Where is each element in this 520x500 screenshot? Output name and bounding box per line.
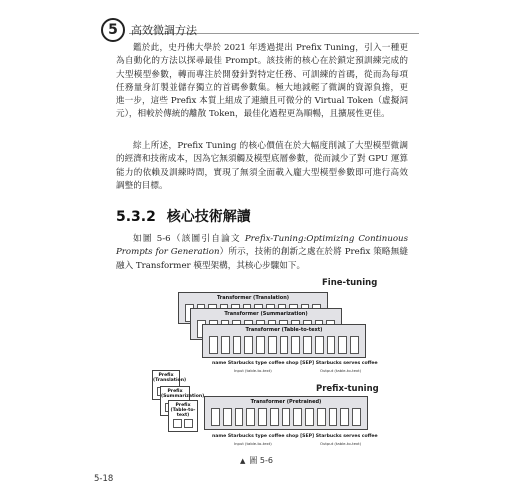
prefix-summarization-label: Prefix (Summarization) [161,389,205,399]
transformer-pretrained-box [204,396,368,430]
fine-tuning-title: Fine-tuning [322,278,378,288]
paragraph-1-text: 鑑於此，史丹佛大學於 2021 年透過提出 Prefix Tuning，引入一種更為自動化的方法以探尋最佳 Prompt。該技術的核心在於鎖定預訓練完成的大型模型參數，轉而專注於開發針對特定任務、可訓練的首碼，從而為每項任務量身訂製並儲存獨立的首碼參數集。極大地減輕了微調的資源負擔，更進一步，這些 Prefix 本質上組成了連續且可微分的 Virtual Token（虛擬詞元），相較於傳統的離散 Token，最佳化過程更為順暢，且擴展性更佳。 [116,43,408,120]
paragraph-3 [116,233,408,273]
transformer-pretrained-label: Transformer (Pretrained) [250,399,322,405]
paragraph-3-text [116,233,408,273]
transformer-table-to-text-box [202,324,366,358]
fine-tuning-output-label: Output (table-to-text) [320,368,362,373]
section-title-text: 核心技術解讀 [166,209,251,225]
prefix-tuning-output-label: Output (table-to-text) [320,441,362,446]
section-heading [116,206,251,226]
fine-tuning-tokens: name Starbucks type coffee shop [SEP] Starbucks serves coffee [212,361,378,366]
prefix-tuning-tokens: name Starbucks type coffee shop [SEP] Starbucks serves coffee [212,434,378,439]
chapter-title: 高效微調方法 [131,24,197,37]
chapter-header [101,18,421,44]
token-cells [209,336,359,354]
caption-triangle-icon: ▲ [240,457,246,465]
figure-caption [240,455,273,466]
prefix-table-to-text-box [168,400,198,432]
fine-tuning-input-label: Input (table-to-text) [234,368,272,373]
prefix-tuning-input-label: Input (table-to-text) [234,441,272,446]
paragraph-1 [116,42,408,122]
prefix-tuning-title: Prefix-tuning [316,384,379,394]
transformer-translation-label: Transformer (Translation) [216,295,290,301]
paragraph-3-prefix: 如圖 5-6（該圖引自論文 [133,234,241,244]
paragraph-3-suffix: ）所示，技術的創新之處在於將 Prefix 策略無縫融入 Transformer 模型架構，其核心步驟如下。 [116,247,408,271]
paragraph-2 [116,140,408,193]
transformer-table-to-text-label: Transformer (Table-to-text) [245,327,323,333]
chapter-number-badge: 5 [101,18,125,42]
figure-5-6 [150,278,390,450]
paper-title: Prefix-Tuning:Optimizing Continuous Prompts for Generation [116,234,408,258]
token-cells [211,408,361,426]
section-number: 5.3.2 [116,209,156,225]
paragraph-2-text: 綜上所述，Prefix Tuning 的核心價值在於大幅度削減了大型模型微調的經濟和技術成本，因為它無須觸及模型底層參數，從而減少了對 GPU 運算能力的依賴及訓練時間，實現了無須全面載入龐大型模型參數即可進行高效調整的目標。 [116,141,408,191]
prefix-table-to-text-label: Prefix (Table-to-text) [170,403,196,418]
caption-text: 圖 5-6 [249,456,273,465]
transformer-summarization-label: Transformer (Summarization) [224,311,308,317]
page-number: 5-18 [94,474,114,484]
prefix-translation-label: Prefix (Translation) [153,373,187,383]
